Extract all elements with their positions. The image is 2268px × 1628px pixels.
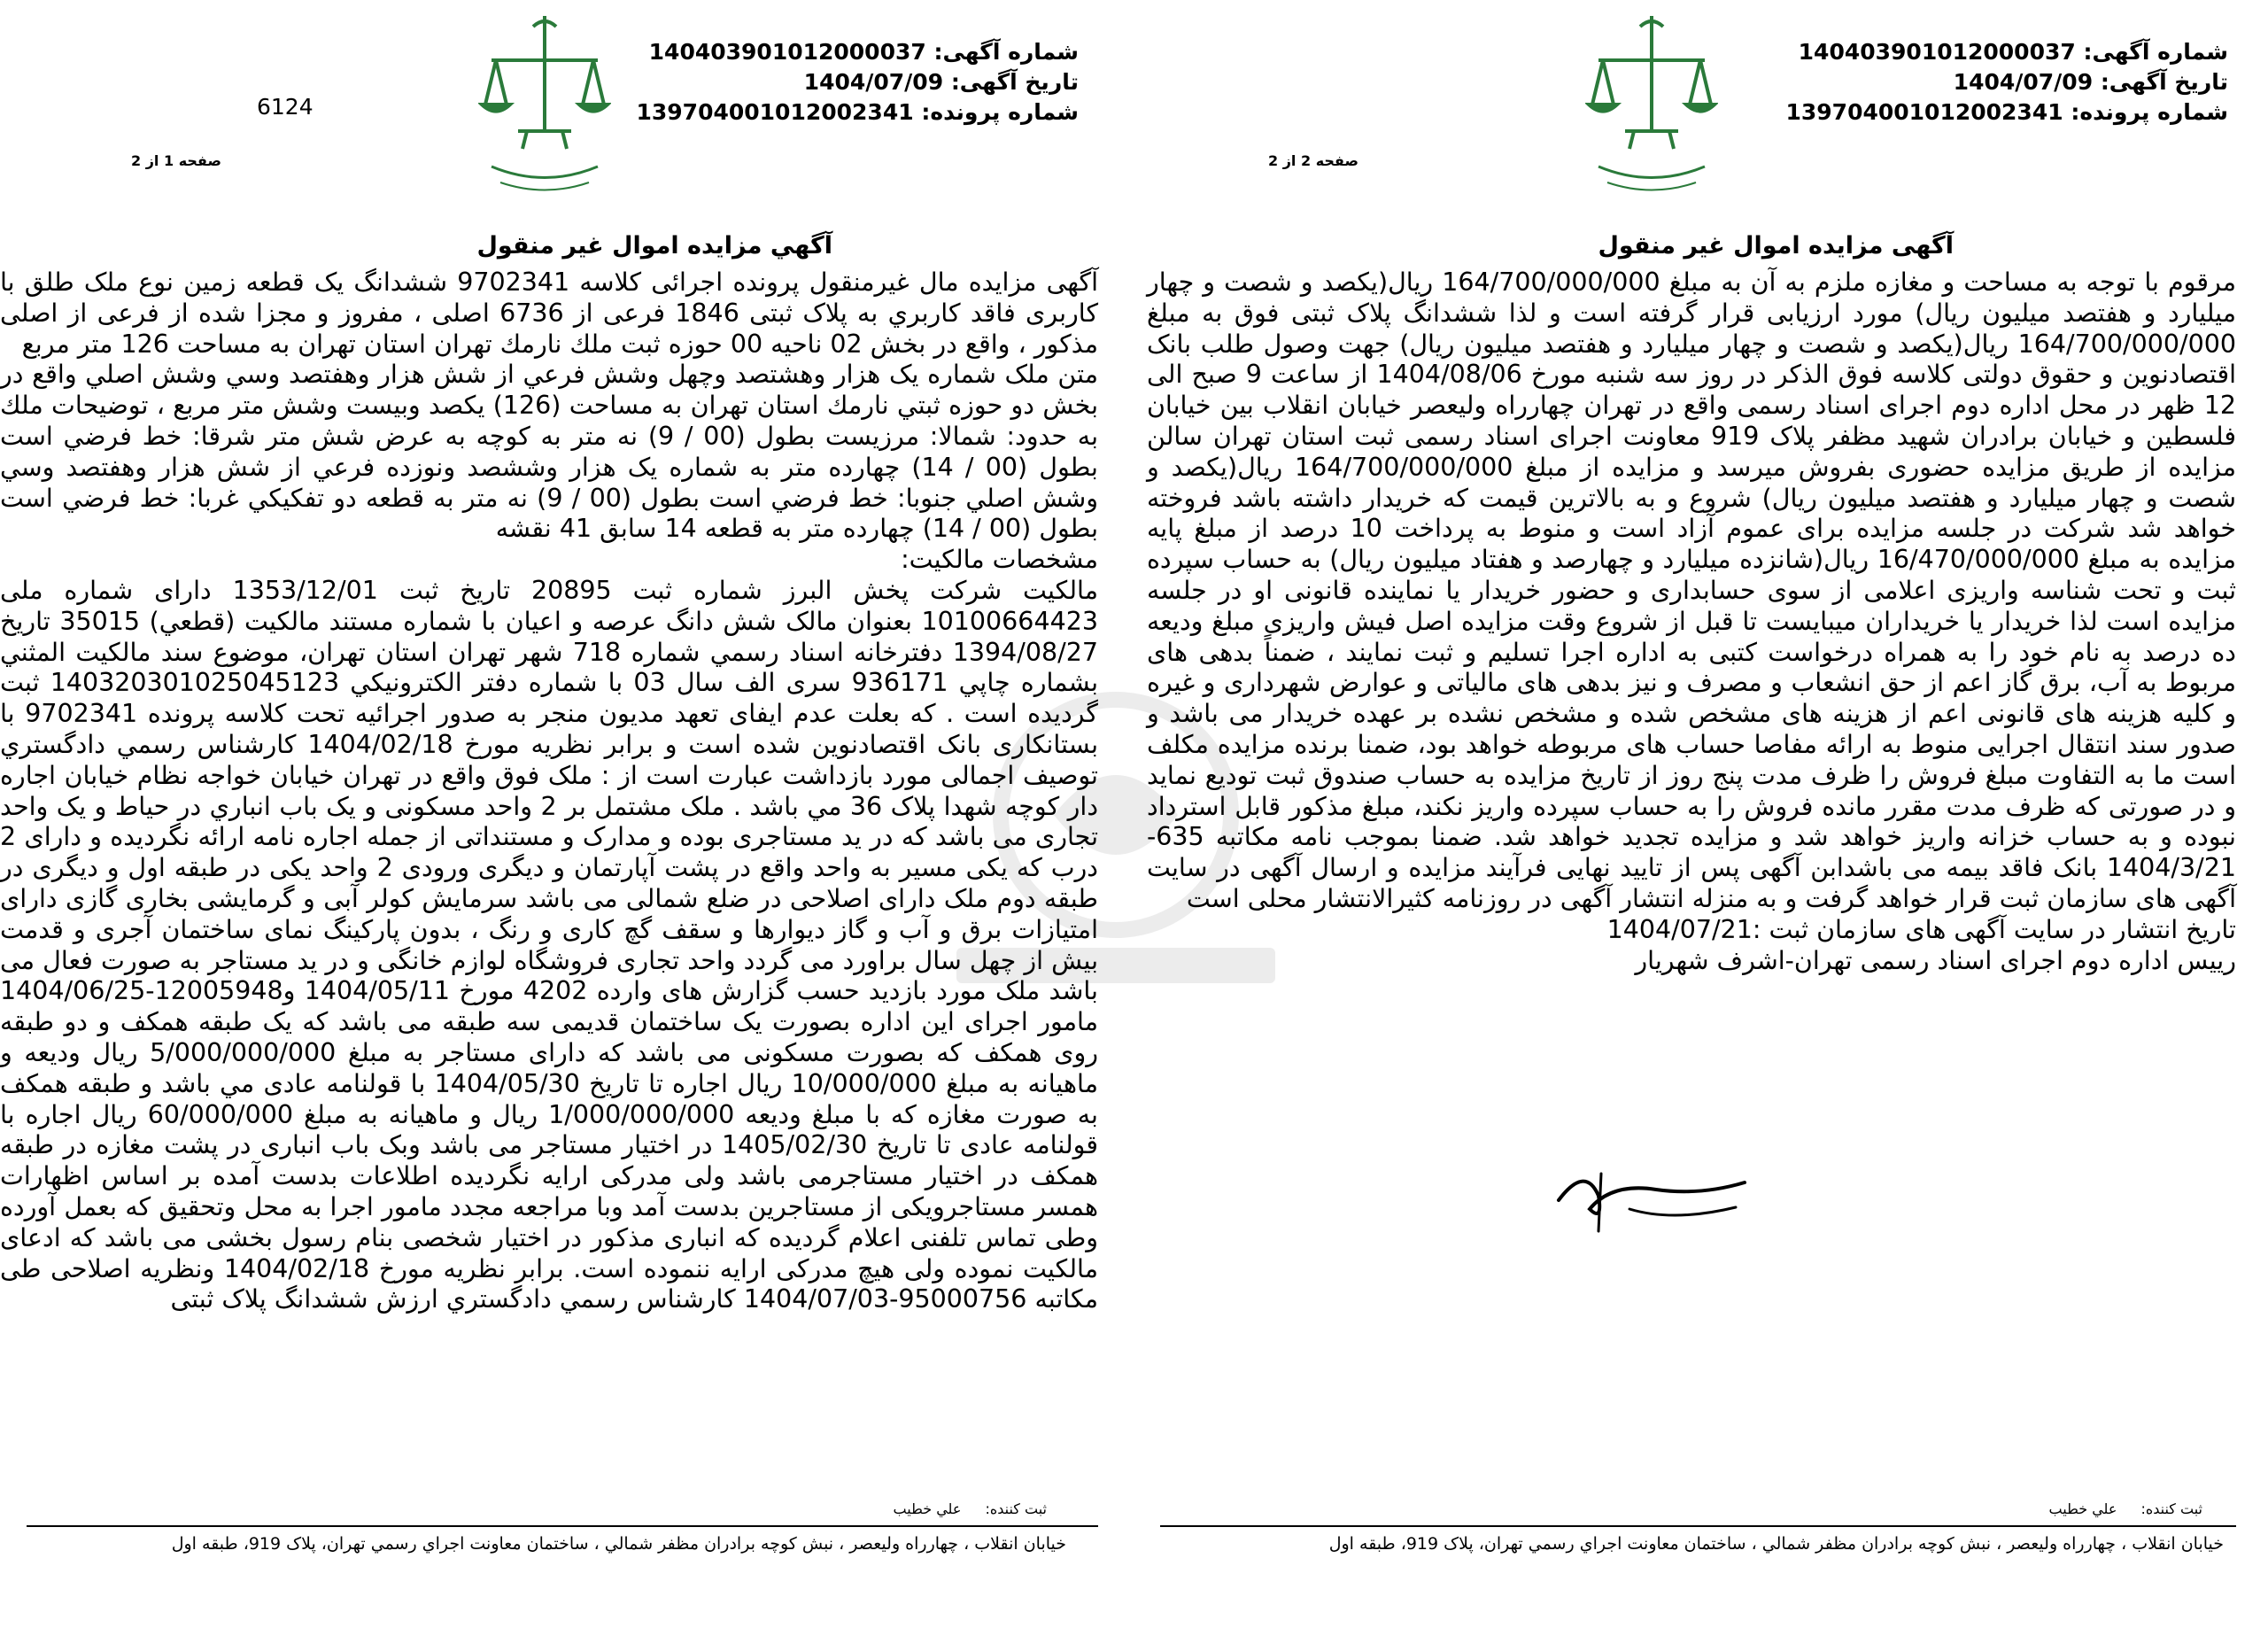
registrar-name: علي خطيب — [893, 1500, 962, 1517]
document-code: 6124 — [257, 94, 313, 120]
page-title: آگهي مزايده اموال غير منقول — [476, 232, 832, 260]
registrar-name: علي خطيب — [2048, 1500, 2117, 1517]
ad-number-label: شماره آگهی: — [2083, 39, 2228, 65]
signature-mark — [1550, 1147, 1753, 1244]
ad-date-label: تاریخ آگهی: — [2100, 69, 2228, 95]
auction-body — [1147, 267, 2236, 976]
page-1 — [0, 0, 1125, 1628]
ad-number: 140403901012000037 — [1798, 39, 2076, 65]
file-number: 139704001012002341 — [636, 99, 914, 125]
header-info — [637, 37, 1080, 128]
signatory-line: رییس اداره دوم اجرای اسناد رسمی تهران-اشرف شهریار — [1635, 945, 2236, 975]
file-number-label: شماره پرونده: — [2071, 99, 2228, 125]
ad-number: 140403901012000037 — [648, 39, 926, 65]
publish-date-line: تاریخ انتشار در سایت آگهی های سازمان ثبت :1404/07/21 — [1606, 914, 2236, 944]
judiciary-emblem-icon — [478, 7, 611, 198]
file-number-label: شماره پرونده: — [921, 99, 1079, 125]
page-2 — [1125, 0, 2268, 1628]
file-number: 139704001012002341 — [1785, 99, 2063, 125]
auction-body-text: مرقوم با توجه به مساحت و مغازه ملزم به آن به مبلغ 164/700/000/000 ریال(یکصد و شصت و چهار میلیارد و هفتصد میلیون ریال) مورد ارزیابی قرار گرفته است و لذا ششدانگ پلاک ثبتی فوق به مبلغ 164/700/000/000 ریال(یکصد و شصت و چهار میلیارد و هفتصد میلیون ریال) جهت وصول طلب بانک اقتصادنوین و حقوق دولتی کلاسه فوق الذکر در روز سه شنبه مورخ 1404/08/06 از ساعت 9 صبح الی 12 ظهر در محل اداره دوم اجرای اسناد رسمی واقع در تهران چهارراه ولیعصر خیابان انقلاب بین خیابان فلسطین و خیابان برادران شهید مظفر پلاک 919 معاونت اجرای اسناد رسمی ثبت استان تهران سالن مزایده از طریق مزایده حضوری بفروش میرسد و مزایده از مبلغ 164/700/000/000 ریال(یکصد و شصت و چهار میلیارد و هفتصد میلیون ریال) شروع و به بالاترین قیمت که خریدار داشته باشد فروخته خواهد شد شرکت در جلسه مزایده برای عموم آزاد است و منوط به پرداخت 10 درصد از مبلغ پایه مزایده به مبلغ 16/470/000/000 ریال(شانزده میلیارد و چهارصد و هفتاد میلیون ریال) به حساب سپرده ثبت و تحت شناسه واریزی اعلامی از سوی حسابداری و حضور خریدار یا نماینده قانونی او در جلسه مزایده است لذا خریدار یا خریداران میبایست تا قبل از شروع وقت مزایده اصل فیش واریزی مبلغ ودیعه ده درصد به نام خود را به همراه درخواست کتبی به اداره اجرا تسلیم و ثبت نمایند ، ضمناً بدهی های مربوط به آب، برق گاز اعم از حق انشعاب و مصرف و نیز بدهی های مالیاتی و عوارض شهرداری و غیره و کلیه هزینه های قانونی اعم از هزینه های مشخص شده و مشخص نشده بر عهده خریدار می باشد و صدور سند انتقال اجرایی منوط به ارائه مفاصا حساب های مربوطه خواهد بود، ضمنا برنده مزایده مکلف است ما به التفاوت مبلغ فروش را ظرف مدت پنج روز از تاریخ مزایده به حساب صندوق ثبت تودیع نماید و در صورتی که ظرف مدت مقرر مانده فروش را به حساب سپرده واریز نکند، مبلغ مذکور قابل استرداد نبوده و به حساب خزانه واریز خواهد شد و مزایده تجدید خواهد شد. ضمنا بموجب نامه مکاتبه 635-1404/3/21 بانک فاقد بیمه می باشدابن آگهی پس از تایید نهایی فرآیند مزایده و ارسال آگهی در سایت آگهی های سازمان ثبت قرار خواهد گرفت و به منزله انتشار آگهی در روزنامه کثیرالانتشار محلی است — [1147, 267, 2237, 913]
page-number: صفحه 1 از 2 — [131, 152, 221, 169]
ownership-heading: مشخصات مالكيت: — [901, 545, 1098, 575]
page-number: صفحه 2 از 2 — [1268, 152, 1358, 169]
page-title: آگهی مزایده اموال غیر منقول — [1598, 232, 1954, 260]
ad-number-label: شماره آگهی: — [933, 39, 1079, 65]
footer-divider — [1160, 1525, 2236, 1527]
header-info — [1786, 37, 2229, 128]
ownership-details: مالکیت شرکت پخش البرز شماره ثبت 20895 تاریخ ثبت 1353/12/01 دارای شماره ملی 10100664423 بعنوان مالک شش دانگ عرصه و اعیان با شماره مستند مالكيت (قطعي) 35015 تاريخ 1394/08/27 دفترخانه اسناد رسمي شماره 718 شهر تهران استان تهران، موضوع سند مالكيت المثني بشماره چاپي 936171 سری الف سال 03 با شماره دفتر الكترونيكي 140320301025045123 ثبت گردیده است . که بعلت عدم ایفای تعهد مدیون منجر به صدور اجرائیه تحت کلاسه پرونده 9702341 با بستانکاری بانک اقتصادنوین شده است و برابر نظریه مورخ 1404/02/18 کارشناس رسمي دادگستري توصیف اجمالی مورد بازداشت عبارت است از : ملک فوق واقع در تهران خیابان خواجه نظام خیابان اجاره دار کوچه شهدا پلاک 36 مي باشد . ملک مشتمل بر 2 واحد مسکونی و یک باب انباري در حیاط و یک واحد تجاری می باشد که در ید مستاجری بوده و مدارک و مستنداتی از جمله اجاره نامه ارائه نگردیده و دارای 2 درب که یکی مسیر به واحد واقع در پشت آپارتمان و دیگری ورودی 2 واحد یکی در طبقه اول و دیگری در طبقه دوم ملک دارای اصلاحی در ضلع شمالی می باشد سرمایش کولر آبی و گرمایشی بخاری گازی دارای امتیازات برق و آب و گاز دیوارها و سقف گچ کاری و رنگ ، بدون پارکینگ نمای ساختمان آجری و قدمت بیش از چهل سال براورد می گردد واحد تجاری فروشگاه لوازم خانگی و در ید مستاجر به صورت فعال می باشد ملک مورد بازدید حسب گزارش های وارده 4202 مورخ 1404/05/11 و12005948-1404/06/25 مامور اجرای این اداره بصورت یک ساختمان قدیمی سه طبقه می باشد که یک طبقه همکف و دو طبقه روی همکف که بصورت مسکونی می باشد که دارای مستاجر به مبلغ 5/000/000/000 ریال ودیعه و ماهیانه به مبلغ 10/000/000 ریال اجاره تا تاریخ 1404/05/30 با قولنامه عادی مي باشد و طبقه همکف به صورت مغازه که با مبلغ ودیعه 1/000/000/000 ریال و ماهیانه به مبلغ 60/000/000 ریال اجاره با قولنامه عادی تا تاریخ 1405/02/30 در اختیار مستاجر می باشد وبک باب انباری در پشت مغازه در طبقه همکف در اختیار مستاجرمی باشد ولی مدرکی ارایه نگردیده اطلاعات بدست آمده بر اساس اظهارات همسر مستاجرویکی از مستاجرین بدست آمد وبا مراجعه مجدد مامور اجرا به محل وتحقیق که بعمل آورده وطی تماس تلفنی اعلام گردیده که انباری مذکور در اختیار شخصی بنام رسول بخشی می باشد که ادعای مالکیت نموده ولی هیچ مدرکی ارایه ننموده است. برابر نظریه مورخ 1404/02/18 ونظریه اصلاحی طی مکاتبه 95000756-1404/07/03 کارشناس رسمي دادگستري ارزش ششدانگ پلاک ثبتی — [0, 575, 1099, 1314]
footer-address: خيابان انقلاب ، چهارراه وليعصر ، نبش كوچه برادران مظفر شمالي ، ساختمان معاونت اجراي رسمي تهران، پلاک 919، طبقه اول — [171, 1534, 1066, 1554]
footer-divider — [27, 1525, 1098, 1527]
auction-body — [0, 267, 1098, 1315]
registrar — [2049, 1500, 2222, 1517]
auction-intro: آگهی مزایده مال غیرمنقول پرونده اجرائی کلاسه 9702341 ششدانگ یک قطعه زمین نوع ملک طلق با کاربری فاقد کاربري به پلاک ثبتی 1846 فرعی از 6736 اصلی ، مفروز و مجزا شده از فرعی از اصلی مذکور ، واقع در بخش 02 ناحیه 00 حوزه ثبت ملك نارمك تهران استان تهران به مساحت 126 متر مربع — [0, 267, 1099, 359]
ad-date: 1404/07/09 — [1953, 69, 2094, 95]
registrar — [894, 1500, 1066, 1517]
property-description: متن ملک شماره یک هزار وهشتصد وچهل وشش فرعي از شش هزار وهفتصد وسي وشش اصلي واقع در بخش دو حوزه ثبتي نارمك استان تهران به مساحت (126) یکصد وبیست وشش متر مربع ، توضيحات ملك به حدود: شمالا: مرزیست بطول (00 / 9) نه متر به کوچه به عرض شش متر شرقا: خط فرضي است بطول (00 / 14) چهارده متر به شماره یک هزار وششصد ونوزده فرعي از شش هزار وهفتصد وسي وشش اصلي جنوبا: خط فرضي است بطول (00 / 9) نه متر به قطعه دو تفکیکي غربا: خط فرضي است بطول (00 / 14) چهارده متر به قطعه 14 سابق 41 نقشه — [0, 360, 1099, 544]
ad-date-label: تاریخ آگهی: — [950, 69, 1079, 95]
footer-address: خيابان انقلاب ، چهارراه وليعصر ، نبش كوچه برادران مظفر شمالي ، ساختمان معاونت اجراي رسمي تهران، پلاک 919، طبقه اول — [1328, 1534, 2224, 1554]
registrar-label: ثبت کننده: — [2140, 1500, 2202, 1517]
ad-date: 1404/07/09 — [803, 69, 944, 95]
registrar-label: ثبت كننده: — [985, 1500, 1047, 1517]
judiciary-emblem-icon — [1585, 7, 1718, 198]
